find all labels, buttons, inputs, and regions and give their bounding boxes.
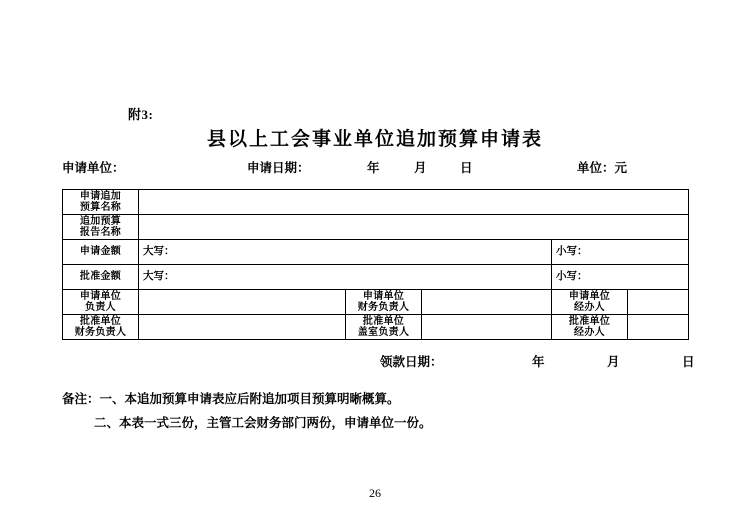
attachment-label: 附3: xyxy=(128,107,154,122)
row-label-line2: 财务负责人 xyxy=(357,302,410,313)
field-request-amount-words[interactable] xyxy=(139,240,552,265)
field-approved-amount-figures[interactable] xyxy=(552,265,689,290)
table-row xyxy=(63,215,689,240)
row-label-line1: 批准单位 xyxy=(79,315,122,327)
application-month-label: 月 xyxy=(414,161,427,175)
applicant-unit-label: 申请单位： xyxy=(62,161,125,175)
note-line-1: 备注：一、本追加预算申请表应后附追加项目预算明晰概算。 xyxy=(62,392,400,406)
row-label-line1: 追加预算 xyxy=(79,215,122,227)
row-label-report-name xyxy=(63,215,139,240)
receive-date-row xyxy=(62,352,695,372)
table-row xyxy=(63,265,689,290)
row-label-line2: 经办人 xyxy=(574,327,605,338)
amount-words-label: 大写： xyxy=(143,270,175,282)
application-date-label: 申请日期： xyxy=(247,161,310,175)
row-label-line2: 财务负责人 xyxy=(74,327,127,338)
row-label-approver-office-head xyxy=(346,315,422,340)
row-label-request-amount xyxy=(63,240,139,265)
row-label-applicant-operator xyxy=(552,290,628,315)
row-label-line1: 申请追加 xyxy=(79,190,122,202)
field-applicant-head[interactable] xyxy=(139,290,346,315)
table-row xyxy=(63,315,689,340)
row-label-applicant-finance-head xyxy=(346,290,422,315)
row-label-line1: 申请单位 xyxy=(79,290,122,302)
row-label-line1: 批准金额 xyxy=(79,271,122,283)
field-budget-name[interactable] xyxy=(139,190,689,215)
field-request-amount-figures[interactable] xyxy=(552,240,689,265)
table-row xyxy=(63,190,689,215)
receive-year-label: 年 xyxy=(532,355,545,369)
field-applicant-operator[interactable] xyxy=(628,290,689,315)
field-approver-office-head[interactable] xyxy=(422,315,552,340)
page-number: 26 xyxy=(369,486,381,500)
row-label-approver-operator xyxy=(552,315,628,340)
meta-row xyxy=(62,158,688,176)
budget-request-table xyxy=(62,189,689,340)
receive-day-label: 日 xyxy=(682,355,695,369)
row-label-applicant-head xyxy=(63,290,139,315)
application-day-label: 日 xyxy=(460,161,473,175)
currency-unit-label: 单位：元 xyxy=(577,161,628,175)
row-label-line1: 批准单位 xyxy=(568,315,611,327)
field-approver-finance-head[interactable] xyxy=(139,315,346,340)
row-label-line2: 预算名称 xyxy=(79,202,122,213)
page-title: 县以上工会事业单位追加预算申请表 xyxy=(206,128,543,150)
row-label-approver-finance-head xyxy=(63,315,139,340)
row-label-line2: 负责人 xyxy=(85,302,116,313)
field-report-name[interactable] xyxy=(139,215,689,240)
row-label-line2: 盖室负责人 xyxy=(357,327,410,338)
amount-figures-label: 小写： xyxy=(556,245,588,257)
row-label-line1: 批准单位 xyxy=(362,315,405,327)
field-approver-operator[interactable] xyxy=(628,315,689,340)
notes-block xyxy=(62,388,702,436)
field-applicant-finance-head[interactable] xyxy=(422,290,552,315)
row-label-line1: 申请单位 xyxy=(568,290,611,302)
note-line-2: 二、本表一式三份，主管工会财务部门两份，申请单位一份。 xyxy=(94,415,432,430)
application-year-label: 年 xyxy=(367,161,380,175)
amount-figures-label: 小写： xyxy=(556,270,588,282)
row-label-line1: 申请金额 xyxy=(79,246,122,258)
row-label-line2: 经办人 xyxy=(574,302,605,313)
amount-words-label: 大写： xyxy=(143,245,175,257)
table-row xyxy=(63,290,689,315)
receive-month-label: 月 xyxy=(607,355,620,369)
row-label-line2: 报告名称 xyxy=(79,227,122,238)
field-approved-amount-words[interactable] xyxy=(139,265,552,290)
table-row xyxy=(63,240,689,265)
row-label-line1: 申请单位 xyxy=(362,290,405,302)
row-label-approved-amount xyxy=(63,265,139,290)
receive-date-label: 领款日期： xyxy=(380,355,443,369)
row-label-budget-name xyxy=(63,190,139,215)
